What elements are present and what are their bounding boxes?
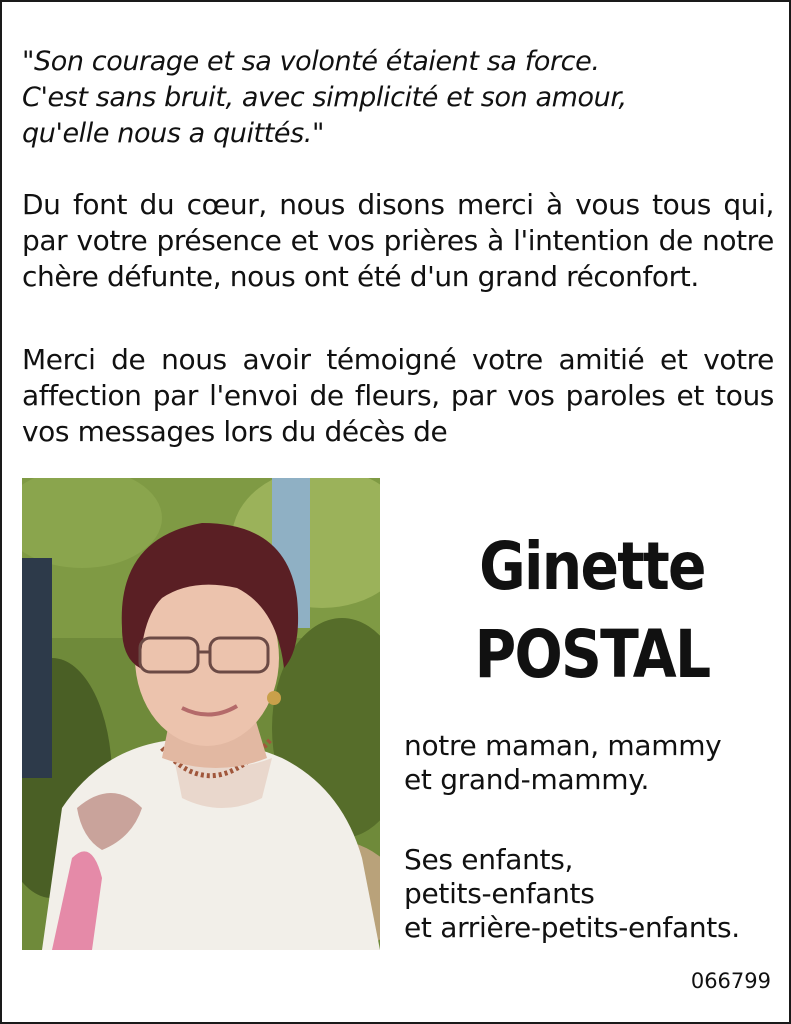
quote-line-1: "Son courage et sa volonté étaient sa force. <box>22 46 600 77</box>
signature-line-1: Ses enfants, <box>404 843 574 876</box>
signature-line-3: et arrière-petits-enfants. <box>404 911 740 944</box>
thanks-paragraph: Du font du cœur, nous disons merci à vous tous qui, par votre présence et vos prières à l'intention de notre chère défunte, nous ont été d'un grand réconfort. <box>22 188 774 293</box>
first-name: Ginette <box>479 528 705 605</box>
relation-line-1: notre maman, mammy <box>404 729 722 762</box>
portrait-photo <box>22 478 380 950</box>
quote-line-3: qu'elle nous a quittés." <box>22 118 325 149</box>
last-name: POSTAL <box>474 616 710 693</box>
quote-line-2: C'est sans bruit, avec simplicité et son amour, <box>22 82 627 113</box>
gratitude-paragraph: Merci de nous avoir témoigné votre amitié et votre affection par l'envoi de fleurs, par vos paroles et tous vos messages lors du décès de <box>22 343 774 448</box>
relation-line-2: et grand-mammy. <box>404 763 650 796</box>
opening-quote <box>22 44 762 152</box>
reference-number: 066799 <box>690 969 771 993</box>
signature-line-2: petits-enfants <box>404 877 595 910</box>
